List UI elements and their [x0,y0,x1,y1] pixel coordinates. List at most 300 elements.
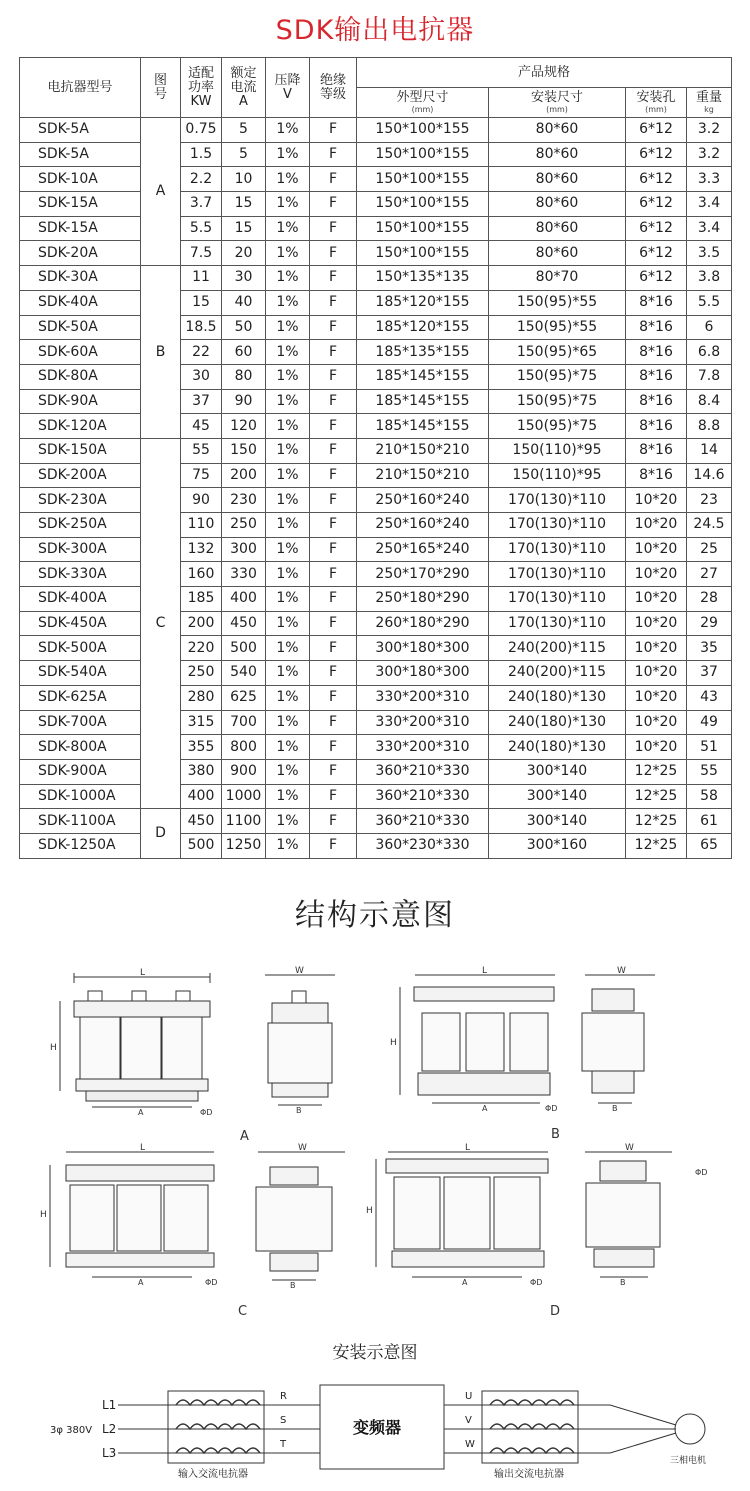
cell-hole: 10*20 [626,685,687,710]
fig-d-h-label: H [366,1206,373,1216]
cell-mount: 150(95)*55 [489,315,626,340]
table-row [20,266,732,291]
header-power: 适配 功率 KW [181,58,222,118]
cell-dimensions: 150*100*155 [357,241,489,266]
cell-weight: 6.8 [687,340,732,365]
cell-power: 5.5 [181,216,222,241]
fig-d-a-label: A [462,1278,468,1287]
fig-b-caption: B [551,1127,560,1142]
cell-dimensions: 185*145*155 [357,414,489,439]
header-spec: 产品规格 [357,58,732,88]
cell-model: SDK-30A [20,266,141,291]
supply-label: 3φ 380V [50,1425,93,1436]
cell-model: SDK-330A [20,562,141,587]
cell-dimensions: 185*145*155 [357,364,489,389]
cell-drop: 1% [266,784,310,809]
cell-current: 300 [222,537,266,562]
cell-power: 220 [181,636,222,661]
cell-drop: 1% [266,587,310,612]
cell-mount: 80*60 [489,167,626,192]
cell-hole: 6*12 [626,266,687,291]
cell-current: 150 [222,438,266,463]
cell-dimensions: 360*230*330 [357,833,489,858]
cell-power: 0.75 [181,118,222,143]
cell-hole: 12*25 [626,833,687,858]
cell-mount: 240(200)*115 [489,661,626,686]
table-row [20,118,732,143]
cell-dimensions: 250*165*240 [357,537,489,562]
cell-weight: 65 [687,833,732,858]
cell-power: 18.5 [181,315,222,340]
cell-power: 22 [181,340,222,365]
cell-weight: 8.4 [687,389,732,414]
cell-mount: 150(95)*75 [489,389,626,414]
cell-weight: 3.4 [687,192,732,217]
header-current: 额定 电流 A [222,58,266,118]
cell-drop: 1% [266,833,310,858]
cell-drop: 1% [266,611,310,636]
cell-weight: 3.5 [687,241,732,266]
fig-a-front-drawing [50,968,212,1117]
cell-insulation: F [310,587,357,612]
cell-drop: 1% [266,364,310,389]
cell-drop: 1% [266,562,310,587]
cell-dimensions: 250*170*290 [357,562,489,587]
table-row [20,833,732,858]
header-mount: 安装尺寸 (mm) [489,88,626,118]
cell-model: SDK-250A [20,513,141,538]
cell-model: SDK-900A [20,759,141,784]
cell-drop: 1% [266,315,310,340]
cell-dimensions: 330*200*310 [357,735,489,760]
cell-mount: 300*140 [489,759,626,784]
cell-mount: 150(110)*95 [489,463,626,488]
cell-mount: 300*140 [489,809,626,834]
table-row [20,611,732,636]
cell-insulation: F [310,685,357,710]
cell-hole: 8*16 [626,290,687,315]
cell-weight: 37 [687,661,732,686]
line-l2-label: L2 [102,1422,117,1436]
table-row [20,315,732,340]
terminal-r-label: R [280,1391,287,1402]
cell-drop: 1% [266,192,310,217]
cell-mount: 240(180)*130 [489,710,626,735]
table-row [20,438,732,463]
cell-power: 90 [181,488,222,513]
cell-hole: 10*20 [626,488,687,513]
cell-drop: 1% [266,809,310,834]
cell-current: 30 [222,266,266,291]
cell-mount: 170(130)*110 [489,513,626,538]
fig-c-d-label: ΦD [205,1278,218,1287]
cell-model: SDK-15A [20,216,141,241]
header-drop: 压降 V [266,58,310,118]
cell-insulation: F [310,488,357,513]
terminal-s-label: S [280,1415,287,1426]
cell-dimensions: 300*180*300 [357,661,489,686]
fig-c-b-label: B [290,1281,296,1290]
table-row [20,710,732,735]
cell-drop: 1% [266,661,310,686]
cell-weight: 14.6 [687,463,732,488]
cell-hole: 6*12 [626,118,687,143]
fig-c-h-label: H [40,1210,47,1220]
table-row [20,661,732,686]
cell-insulation: F [310,833,357,858]
fig-a-h-label: H [50,1043,57,1053]
cell-weight: 24.5 [687,513,732,538]
output-reactor-label: 输出交流电抗器 [494,1469,564,1480]
cell-drop: 1% [266,636,310,661]
cell-mount: 170(130)*110 [489,562,626,587]
cell-model: SDK-40A [20,290,141,315]
cell-weight: 27 [687,562,732,587]
cell-hole: 6*12 [626,216,687,241]
cell-insulation: F [310,636,357,661]
cell-mount: 240(200)*115 [489,636,626,661]
cell-current: 330 [222,562,266,587]
cell-insulation: F [310,241,357,266]
cell-power: 45 [181,414,222,439]
cell-mount: 300*140 [489,784,626,809]
cell-current: 200 [222,463,266,488]
cell-mount: 170(130)*110 [489,611,626,636]
cell-mount: 80*60 [489,192,626,217]
table-row [20,809,732,834]
fig-d-front-drawing [366,1143,548,1287]
cell-hole: 10*20 [626,636,687,661]
cell-current: 90 [222,389,266,414]
cell-hole: 12*25 [626,784,687,809]
fig-d-b-label: B [620,1278,626,1287]
cell-power: 37 [181,389,222,414]
fig-a-b-label: B [296,1106,302,1115]
install-diagram [0,1375,750,1485]
fig-a-caption: A [240,1129,249,1144]
cell-current: 15 [222,216,266,241]
motor-label: 三相电机 [670,1456,707,1466]
fig-d-side-drawing [585,1143,707,1287]
cell-weight: 3.3 [687,167,732,192]
cell-drop: 1% [266,438,310,463]
cell-power: 132 [181,537,222,562]
cell-insulation: F [310,661,357,686]
cell-insulation: F [310,414,357,439]
table-row [20,167,732,192]
cell-drop: 1% [266,241,310,266]
fig-b-a-label: A [482,1104,488,1113]
cell-current: 450 [222,611,266,636]
cell-power: 315 [181,710,222,735]
cell-mount: 80*60 [489,241,626,266]
cell-power: 7.5 [181,241,222,266]
cell-model: SDK-20A [20,241,141,266]
cell-mount: 150(95)*55 [489,290,626,315]
table-row [20,216,732,241]
cell-weight: 51 [687,735,732,760]
cell-weight: 3.4 [687,216,732,241]
cell-power: 3.7 [181,192,222,217]
cell-current: 60 [222,340,266,365]
cell-dimensions: 360*210*330 [357,784,489,809]
cell-insulation: F [310,364,357,389]
cell-drop: 1% [266,414,310,439]
cell-mount: 150(110)*95 [489,438,626,463]
cell-insulation: F [310,562,357,587]
cell-insulation: F [310,463,357,488]
fig-d-caption: D [550,1304,561,1319]
input-reactor-label: 输入交流电抗器 [178,1469,248,1480]
cell-dimensions: 360*210*330 [357,759,489,784]
cell-drop: 1% [266,685,310,710]
cell-hole: 8*16 [626,315,687,340]
cell-model: SDK-700A [20,710,141,735]
cell-mount: 300*160 [489,833,626,858]
cell-insulation: F [310,759,357,784]
fig-b-l-label: L [482,966,488,976]
cell-model: SDK-60A [20,340,141,365]
cell-drop: 1% [266,142,310,167]
cell-dimensions: 150*100*155 [357,216,489,241]
cell-model: SDK-150A [20,438,141,463]
fig-b-front-drawing [390,966,557,1113]
cell-hole: 6*12 [626,192,687,217]
cell-drop: 1% [266,118,310,143]
cell-dimensions: 300*180*300 [357,636,489,661]
cell-drop: 1% [266,167,310,192]
cell-drop: 1% [266,710,310,735]
table-row [20,784,732,809]
cell-model: SDK-5A [20,118,141,143]
cell-model: SDK-200A [20,463,141,488]
cell-insulation: F [310,735,357,760]
cell-hole: 10*20 [626,587,687,612]
cell-drop: 1% [266,488,310,513]
cell-current: 500 [222,636,266,661]
spec-table-body [20,118,732,859]
cell-model: SDK-500A [20,636,141,661]
cell-drop: 1% [266,463,310,488]
cell-drop: 1% [266,340,310,365]
table-row [20,364,732,389]
cell-drop: 1% [266,266,310,291]
cell-current: 540 [222,661,266,686]
cell-model: SDK-10A [20,167,141,192]
cell-power: 400 [181,784,222,809]
cell-mount: 150(95)*75 [489,364,626,389]
cell-current: 80 [222,364,266,389]
cell-drop: 1% [266,389,310,414]
cell-insulation: F [310,167,357,192]
cell-insulation: F [310,438,357,463]
spec-table [19,57,732,859]
line-l1-label: L1 [102,1398,117,1412]
cell-current: 120 [222,414,266,439]
cell-insulation: F [310,315,357,340]
cell-figure-group: B [141,266,181,439]
table-row [20,685,732,710]
cell-dimensions: 185*135*155 [357,340,489,365]
cell-mount: 80*60 [489,118,626,143]
cell-figure-group: C [141,438,181,808]
cell-current: 40 [222,290,266,315]
table-row [20,759,732,784]
cell-hole: 6*12 [626,167,687,192]
cell-model: SDK-800A [20,735,141,760]
cell-dimensions: 330*200*310 [357,685,489,710]
cell-weight: 29 [687,611,732,636]
cell-model: SDK-120A [20,414,141,439]
cell-mount: 80*60 [489,216,626,241]
cell-mount: 240(180)*130 [489,685,626,710]
fig-b-w-label: W [617,966,626,976]
cell-insulation: F [310,809,357,834]
cell-insulation: F [310,537,357,562]
cell-current: 20 [222,241,266,266]
cell-drop: 1% [266,513,310,538]
table-row [20,562,732,587]
cell-dimensions: 250*180*290 [357,587,489,612]
cell-current: 625 [222,685,266,710]
cell-dimensions: 150*135*135 [357,266,489,291]
cell-weight: 58 [687,784,732,809]
cell-weight: 3.2 [687,142,732,167]
cell-current: 400 [222,587,266,612]
cell-insulation: F [310,389,357,414]
cell-dimensions: 150*100*155 [357,167,489,192]
cell-dimensions: 150*100*155 [357,118,489,143]
line-l3-label: L3 [102,1446,117,1460]
cell-hole: 10*20 [626,710,687,735]
cell-power: 11 [181,266,222,291]
fig-c-l-label: L [140,1143,146,1153]
cell-weight: 43 [687,685,732,710]
cell-insulation: F [310,340,357,365]
cell-hole: 8*16 [626,389,687,414]
cell-current: 5 [222,118,266,143]
table-row [20,636,732,661]
terminal-t-label: T [280,1439,287,1450]
fig-a-w-label: W [295,966,304,976]
cell-weight: 14 [687,438,732,463]
cell-power: 355 [181,735,222,760]
cell-weight: 35 [687,636,732,661]
header-insulation: 绝缘 等级 [310,58,357,118]
fig-c-w-label: W [298,1143,307,1153]
cell-dimensions: 250*160*240 [357,513,489,538]
cell-current: 15 [222,192,266,217]
cell-insulation: F [310,290,357,315]
cell-weight: 3.2 [687,118,732,143]
cell-hole: 10*20 [626,537,687,562]
cell-current: 1250 [222,833,266,858]
cell-dimensions: 150*100*155 [357,142,489,167]
cell-hole: 12*25 [626,809,687,834]
cell-weight: 3.8 [687,266,732,291]
fig-a-l-label: L [140,968,146,978]
cell-drop: 1% [266,537,310,562]
cell-current: 700 [222,710,266,735]
fig-c-a-label: A [138,1278,144,1287]
terminal-v-label: V [465,1415,472,1426]
cell-drop: 1% [266,216,310,241]
cell-power: 30 [181,364,222,389]
fig-b-b-label: B [612,1104,618,1113]
cell-model: SDK-230A [20,488,141,513]
cell-mount: 80*70 [489,266,626,291]
cell-mount: 170(130)*110 [489,488,626,513]
cell-mount: 150(95)*65 [489,340,626,365]
cell-weight: 61 [687,809,732,834]
fig-a-a-label: A [138,1108,144,1117]
cell-weight: 7.8 [687,364,732,389]
table-row [20,142,732,167]
header-hole: 安装孔 (mm) [626,88,687,118]
cell-drop: 1% [266,759,310,784]
fig-d-l-label: L [465,1143,471,1153]
header-model: 电抗器型号 [20,58,141,118]
cell-mount: 170(130)*110 [489,537,626,562]
cell-current: 10 [222,167,266,192]
structure-title: 结构示意图 [295,898,455,933]
cell-hole: 10*20 [626,661,687,686]
table-row [20,587,732,612]
fig-d-w-label: W [625,1143,634,1153]
page-title: SDK输出电抗器 [275,15,475,46]
cell-dimensions: 260*180*290 [357,611,489,636]
cell-insulation: F [310,611,357,636]
cell-hole: 10*20 [626,562,687,587]
cell-dimensions: 360*210*330 [357,809,489,834]
cell-power: 200 [181,611,222,636]
cell-hole: 10*20 [626,611,687,636]
cell-insulation: F [310,784,357,809]
fig-c-caption: C [238,1304,248,1319]
cell-dimensions: 250*160*240 [357,488,489,513]
header-dim: 外型尺寸 (mm) [357,88,489,118]
cell-current: 1000 [222,784,266,809]
cell-model: SDK-450A [20,611,141,636]
cell-power: 380 [181,759,222,784]
fig-d-hole-label: ΦD [695,1168,708,1177]
cell-current: 250 [222,513,266,538]
cell-mount: 170(130)*110 [489,587,626,612]
table-row [20,241,732,266]
cell-power: 15 [181,290,222,315]
cell-power: 280 [181,685,222,710]
table-row [20,340,732,365]
cell-power: 55 [181,438,222,463]
cell-insulation: F [310,513,357,538]
cell-current: 50 [222,315,266,340]
cell-model: SDK-625A [20,685,141,710]
table-row [20,513,732,538]
cell-hole: 8*16 [626,340,687,365]
cell-figure-group: A [141,118,181,266]
cell-power: 75 [181,463,222,488]
cell-current: 800 [222,735,266,760]
table-row [20,537,732,562]
cell-insulation: F [310,118,357,143]
cell-mount: 80*60 [489,142,626,167]
cell-current: 900 [222,759,266,784]
header-figure: 图 号 [141,58,181,118]
cell-hole: 6*12 [626,241,687,266]
cell-dimensions: 330*200*310 [357,710,489,735]
cell-model: SDK-15A [20,192,141,217]
cell-model: SDK-1100A [20,809,141,834]
